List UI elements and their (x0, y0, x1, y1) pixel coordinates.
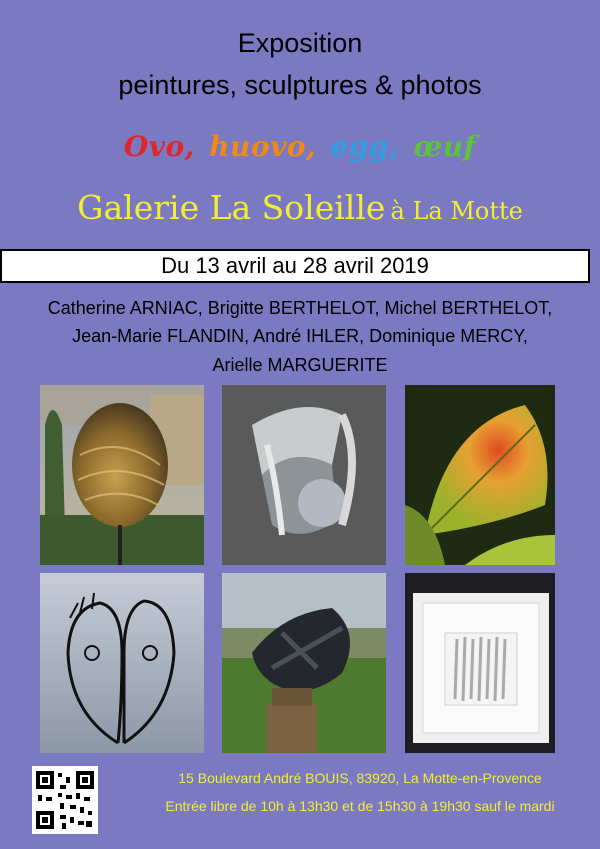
photo-ginkgo-leaf (405, 385, 555, 565)
photo-stone-sculpture (222, 385, 386, 565)
photo-dark-sculpture (222, 573, 386, 753)
egg-word-english: egg, (330, 130, 400, 163)
photo-golden-egg-sculpture (40, 385, 204, 565)
gallery-location: à La Motte (390, 197, 523, 225)
dates-banner: Du 13 avril au 28 avril 2019 (0, 249, 590, 283)
gallery-heading (0, 188, 600, 227)
photo-wire-faces (40, 573, 204, 753)
address-text: 15 Boulevard André BOUIS, 83920, La Motte-en-Provence (178, 770, 542, 786)
egg-word-dialect: huovo, (209, 130, 317, 163)
gallery-name: Galerie La Soleille (77, 188, 386, 227)
egg-word-french: œuf (413, 130, 477, 163)
qr-code[interactable] (32, 766, 98, 834)
photo-framed-relief (405, 573, 555, 753)
opening-hours-text: Entrée libre de 10h à 13h30 et de 15h30 à 19h30 sauf le mardi (165, 798, 555, 814)
egg-words (0, 130, 600, 163)
egg-word-italian: Ovo, (123, 130, 195, 163)
artists-line-3: Arielle MARGUERITE (212, 355, 388, 375)
title-line-2: peintures, sculptures & photos (118, 70, 482, 100)
artists-line-2: Jean-Marie FLANDIN, André IHLER, Dominique MERCY, (72, 326, 528, 346)
artists-line-1: Catherine ARNIAC, Brigitte BERTHELOT, Michel BERTHELOT, (47, 298, 553, 318)
title-line-1: Exposition (237, 28, 363, 58)
